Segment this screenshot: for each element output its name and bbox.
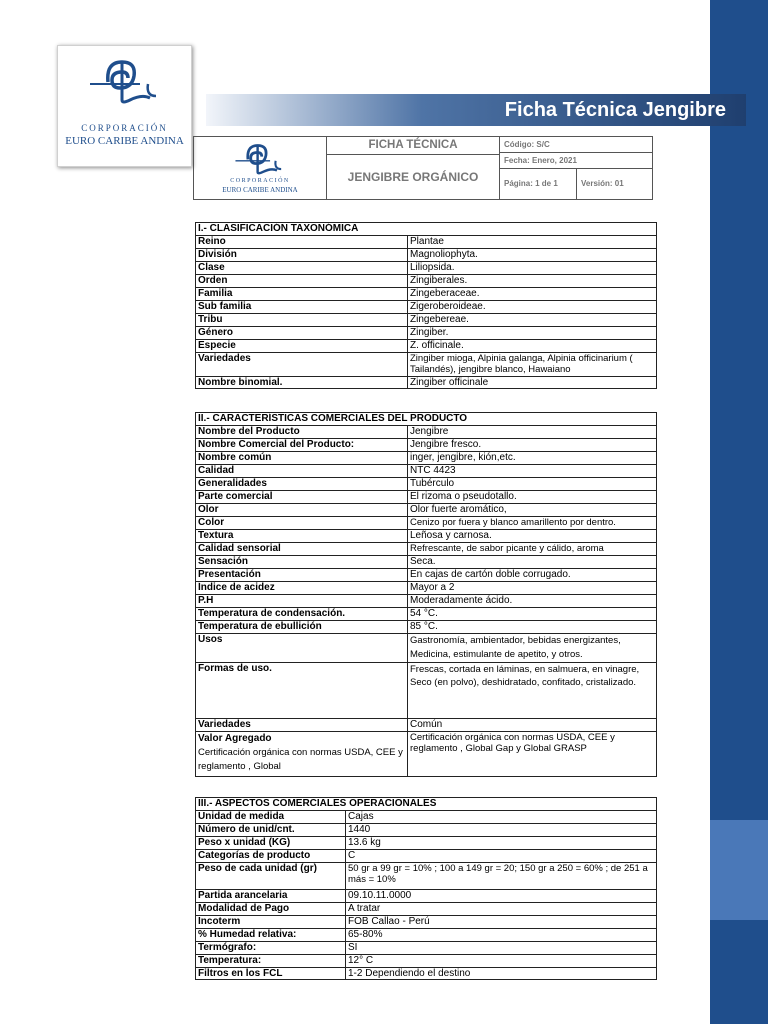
row-value: Refrescante, de sabor picante y cálido, aroma — [408, 543, 657, 556]
page-title: Ficha Técnica Jengibre — [504, 99, 726, 121]
row-label: Género — [196, 327, 408, 340]
row-label: Parte comercial — [196, 491, 408, 504]
document-header — [193, 136, 653, 200]
row-value: 13.6 kg — [346, 837, 657, 850]
row-label: Orden — [196, 275, 408, 288]
row-value: Cenizo por fuera y blanco amarillento por dentro. — [408, 517, 657, 530]
row-label: Especie — [196, 340, 408, 353]
logo-text-name: EURO CARIBE ANDINA — [65, 135, 184, 147]
row-label: Generalidades — [196, 478, 408, 491]
row-value: NTC 4423 — [408, 465, 657, 478]
row-value: 1440 — [346, 824, 657, 837]
header-codigo: Código: S/C — [500, 137, 652, 153]
row-label: Variedades — [196, 719, 408, 732]
operational-aspects-table — [195, 797, 657, 980]
formas-line-2: Seco (en polvo), deshidratado, confitado, cristalizado. — [410, 677, 637, 688]
row-label: Categorías de producto — [196, 850, 346, 863]
section-title: I.- CLASIFICACIÓN TAXONÓMICA — [196, 223, 657, 236]
header-logo-text-corporacion: CORPORACIÓN — [230, 178, 290, 184]
row-value: Moderadamente ácido. — [408, 595, 657, 608]
header-page-version — [500, 169, 652, 199]
row-label — [196, 732, 408, 777]
row-value: A tratar — [346, 903, 657, 916]
header-middle — [327, 137, 500, 199]
section-title: III.- ASPECTOS COMERCIALES OPERACIONALES — [196, 798, 657, 811]
row-label: Índice de acidez — [196, 582, 408, 595]
row-label: % Humedad relativa: — [196, 929, 346, 942]
header-pagina: Página: 1 de 1 — [500, 169, 577, 199]
row-value: Leñosa y carnosa. — [408, 530, 657, 543]
row-label: Nombre del Producto — [196, 426, 408, 439]
row-label: Temperatura de condensación. — [196, 608, 408, 621]
header-logo-emblem-icon — [224, 140, 294, 176]
row-value: El rizoma o pseudotallo. — [408, 491, 657, 504]
row-label: Filtros en los FCL — [196, 968, 346, 980]
row-label: Unidad de medida — [196, 811, 346, 824]
title-banner — [206, 94, 746, 126]
logo-text-corporacion: CORPORACIÓN — [81, 123, 168, 133]
row-value: Zingiber. — [408, 327, 657, 340]
logo-emblem-icon — [78, 54, 170, 106]
row-value: Jengibre fresco. — [408, 439, 657, 452]
row-label: División — [196, 249, 408, 262]
row-label: Incoterm — [196, 916, 346, 929]
header-fecha: Fecha: Enero, 2021 — [500, 153, 652, 169]
row-value: Seca. — [408, 556, 657, 569]
valor-agregado-label: Valor Agregado — [198, 733, 272, 744]
row-label: Presentación — [196, 569, 408, 582]
header-ficha-label: FICHA TÉCNICA — [327, 137, 499, 155]
header-logo — [194, 137, 327, 199]
row-label: Tribu — [196, 314, 408, 327]
row-value: Plantae — [408, 236, 657, 249]
row-value: 1-2 Dependiendo el destino — [346, 968, 657, 980]
commercial-characteristics-table — [195, 412, 657, 777]
row-label: Temperatura: — [196, 955, 346, 968]
row-label: Color — [196, 517, 408, 530]
row-value: SI — [346, 942, 657, 955]
row-label: Reino — [196, 236, 408, 249]
company-logo — [57, 45, 192, 167]
row-value: Jengibre — [408, 426, 657, 439]
taxonomy-table — [195, 222, 657, 389]
row-value: 65-80% — [346, 929, 657, 942]
row-value: Cajas — [346, 811, 657, 824]
row-value: C — [346, 850, 657, 863]
row-value: En cajas de cartón doble corrugado. — [408, 569, 657, 582]
row-value: Zingiber mioga, Alpinia galanga, Alpinia officinarium ( Tailandés), jengibre blanco, Hawaiano — [408, 353, 657, 377]
row-label: Número de unid/cnt. — [196, 824, 346, 837]
header-meta — [500, 137, 652, 199]
row-label: Temperatura de ebullición — [196, 621, 408, 634]
row-value: Mayor a 2 — [408, 582, 657, 595]
header-product-name: JENGIBRE ORGÁNICO — [347, 170, 479, 184]
formas-line-1: Frescas, cortada en láminas, en salmuera, en vinagre, — [410, 664, 640, 675]
row-label: Familia — [196, 288, 408, 301]
row-value: Magnoliophyta. — [408, 249, 657, 262]
row-label: Partida arancelaria — [196, 890, 346, 903]
row-label: P.H — [196, 595, 408, 608]
row-value: Zingeberaceae. — [408, 288, 657, 301]
row-label: Calidad — [196, 465, 408, 478]
row-value: 54 °C. — [408, 608, 657, 621]
row-label: Sensación — [196, 556, 408, 569]
row-value — [408, 634, 657, 663]
row-value: Certificación orgánica con normas USDA, CEE y reglamento , Global Gap y Global GRASP — [408, 732, 657, 777]
row-value: 09.10.11.0000 — [346, 890, 657, 903]
row-value: Olor fuerte aromático, — [408, 504, 657, 517]
row-value: 50 gr a 99 gr = 10% ; 100 a 149 gr = 20; 150 gr a 250 = 60% ; de 251 a más = 10% — [346, 863, 657, 890]
usos-line-2: Medicina, estimulante de apetito, y otros. — [410, 649, 583, 660]
row-value: 12° C — [346, 955, 657, 968]
header-version: Versión: 01 — [581, 179, 624, 188]
row-value — [408, 663, 657, 719]
row-label: Sub familia — [196, 301, 408, 314]
row-label: Usos — [196, 634, 408, 663]
row-label: Textura — [196, 530, 408, 543]
row-value: 85 °C. — [408, 621, 657, 634]
row-value: Z. officinale. — [408, 340, 657, 353]
row-label: Termógrafo: — [196, 942, 346, 955]
row-label: Nombre binomial. — [196, 377, 408, 389]
row-label: Peso de cada unidad (gr) — [196, 863, 346, 890]
usos-line-1: Gastronomía, ambientador, bebidas energizantes, — [410, 635, 621, 646]
valor-agregado-note: Certificación orgánica con normas USDA, CEE y reglamento , Global — [198, 747, 403, 772]
row-label: Variedades — [196, 353, 408, 377]
row-label: Peso x unidad (KG) — [196, 837, 346, 850]
row-value: inger, jengibre, kión,etc. — [408, 452, 657, 465]
row-value: FOB Callao - Perú — [346, 916, 657, 929]
row-value: Común — [408, 719, 657, 732]
row-label: Calidad sensorial — [196, 543, 408, 556]
row-label: Clase — [196, 262, 408, 275]
section-title: II.- CARACTERÍSTICAS COMERCIALES DEL PRODUCTO — [196, 413, 657, 426]
right-bar-accent — [710, 820, 768, 920]
row-label: Olor — [196, 504, 408, 517]
row-label: Nombre común — [196, 452, 408, 465]
row-label: Formas de uso. — [196, 663, 408, 719]
row-value: Zigeroberoideae. — [408, 301, 657, 314]
row-label: Modalidad de Pago — [196, 903, 346, 916]
row-value: Tubérculo — [408, 478, 657, 491]
row-label: Nombre Comercial del Producto: — [196, 439, 408, 452]
row-value: Zingiber officinale — [408, 377, 657, 389]
header-logo-text-name: EURO CARIBE ANDINA — [222, 186, 298, 194]
row-value: Zingiberales. — [408, 275, 657, 288]
row-value: Zingebereae. — [408, 314, 657, 327]
row-value: Liliopsida. — [408, 262, 657, 275]
